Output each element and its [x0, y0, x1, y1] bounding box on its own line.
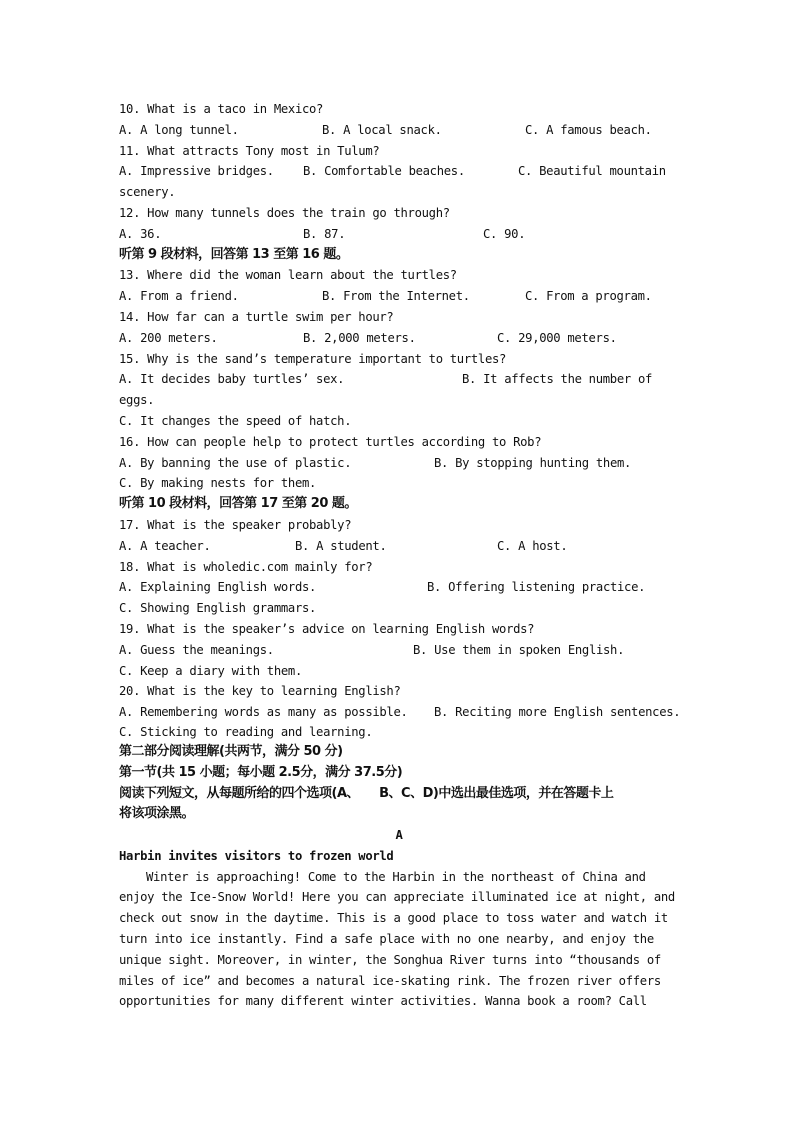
- section-heading-10: 听第 10 段材料，回答第 17 至第 20 题。: [119, 496, 357, 512]
- options-16-c: [119, 473, 679, 494]
- question-text: 15. Why is the sand’s temperature important to turtles?: [119, 351, 507, 366]
- options-19-c: [119, 661, 679, 682]
- option-c: C. A host.: [497, 538, 568, 553]
- passage-line: turn into ice instantly. Find a safe place with no one nearby, and enjoy the: [119, 932, 654, 947]
- option-c: C. Beautiful mountain: [518, 164, 666, 179]
- option-b: B. A local snack.: [322, 122, 442, 137]
- options-19: [119, 640, 679, 661]
- options-15-c: [119, 411, 679, 432]
- option-c: C. From a program.: [525, 289, 652, 304]
- question-10: [119, 99, 679, 120]
- question-text: 10. What is a taco in Mexico?: [119, 102, 324, 116]
- option-a: A. Impressive bridges.: [119, 164, 274, 179]
- question-14: [119, 307, 679, 328]
- option-b: B. Comfortable beaches.: [303, 164, 465, 179]
- question-17: [119, 515, 679, 536]
- section-heading-9: 听第 9 段材料，回答第 13 至第 16 题。: [119, 246, 349, 262]
- option-c: C. A famous beach.: [525, 122, 652, 137]
- options-12: [119, 224, 679, 245]
- part2-section1: 第一节(共 15 小题；每小题 2.5分，满分 37.5分): [119, 764, 403, 780]
- passage-line: enjoy the Ice-Snow World! Here you can appreciate illuminated ice at night, and: [119, 890, 675, 905]
- option-c: C. 29,000 meters.: [497, 330, 617, 345]
- question-12: [119, 203, 679, 224]
- option-b: B. Use them in spoken English.: [413, 642, 625, 657]
- options-14: [119, 328, 679, 349]
- question-text: 17. What is the speaker probably?: [119, 517, 352, 532]
- option-b: B. By stopping hunting them.: [434, 455, 632, 470]
- option-b: B. It affects the number of: [462, 372, 653, 387]
- question-13: [119, 265, 679, 286]
- passage-body: [119, 867, 679, 1013]
- option-continuation: [119, 182, 679, 203]
- option-a: A. From a friend.: [119, 289, 239, 304]
- option-a: A. Explaining English words.: [119, 580, 317, 595]
- options-13: [119, 286, 679, 307]
- question-text: 14. How far can a turtle swim per hour?: [119, 309, 394, 324]
- options-10: [119, 120, 679, 141]
- question-19: [119, 619, 679, 640]
- question-15: [119, 349, 679, 370]
- question-text: 11. What attracts Tony most in Tulum?: [119, 143, 380, 158]
- passage-line: Winter is approaching! Come to the Harbin in the northeast of China and: [146, 869, 646, 884]
- question-text: 13. Where did the woman learn about the turtles?: [119, 268, 457, 283]
- options-20-c: [119, 723, 679, 742]
- options-15: [119, 369, 679, 390]
- option-a: A. A teacher.: [119, 538, 211, 553]
- option-a: A. 36.: [119, 226, 162, 241]
- option-a: A. A long tunnel.: [119, 122, 239, 137]
- passage-line: miles of ice” and becomes a natural ice-skating rink. The frozen river offers: [119, 973, 661, 988]
- options-16: [119, 453, 679, 474]
- options-11: [119, 161, 679, 182]
- option-c: C. It changes the speed of hatch.: [119, 413, 352, 428]
- part2-instruction-2: 将该项涂黑。: [119, 806, 195, 822]
- options-18: [119, 577, 679, 598]
- question-18: [119, 557, 679, 578]
- question-text: 19. What is the speaker’s advice on learning English words?: [119, 621, 535, 636]
- option-b: B. 2,000 meters.: [303, 330, 416, 345]
- options-18-c: [119, 598, 679, 619]
- option-c: C. By making nests for them.: [119, 476, 317, 491]
- passage-line: unique sight. Moreover, in winter, the Songhua River turns into “thousands of: [119, 952, 661, 967]
- option-c: C. Sticking to reading and learning.: [119, 724, 373, 739]
- option-a: A. 200 meters.: [119, 330, 218, 345]
- option-b: B. A student.: [295, 538, 387, 553]
- exam-page: [119, 99, 679, 1012]
- options-17: [119, 536, 679, 557]
- part2-title: 第二部分阅读理解(共两节，满分 50 分): [119, 743, 343, 759]
- option-b: B. 87.: [303, 226, 346, 241]
- question-text: 12. How many tunnels does the train go through?: [119, 205, 450, 220]
- question-text: 20. What is the key to learning English?: [119, 684, 401, 699]
- options-20: [119, 702, 679, 723]
- question-20: [119, 681, 679, 702]
- option-a: A. Remembering words as many as possible.: [119, 705, 408, 720]
- option-b: B. Offering listening practice.: [427, 580, 646, 595]
- option-c: C. Showing English grammars.: [119, 601, 317, 616]
- passage-title: Harbin invites visitors to frozen world: [119, 848, 394, 863]
- question-text: 18. What is wholedic.com mainly for?: [119, 559, 373, 574]
- option-a: A. By banning the use of plastic.: [119, 455, 352, 470]
- question-text: 16. How can people help to protect turtles according to Rob?: [119, 434, 542, 449]
- option-b: B. Reciting more English sentences.: [434, 705, 681, 720]
- option-a: A. It decides baby turtles’ sex.: [119, 372, 345, 387]
- option-b: B. From the Internet.: [322, 289, 470, 304]
- passage-line: opportunities for many different winter activities. Wanna book a room? Call: [119, 994, 647, 1009]
- part2-instruction-1: 阅读下列短文，从每题所给的四个选项(A、 B、C、D)中选出最佳选项，并在答题卡上: [119, 785, 614, 801]
- option-c-continued: scenery.: [119, 185, 176, 200]
- question-11: [119, 141, 679, 162]
- option-b-continued: eggs.: [119, 393, 155, 408]
- question-16: [119, 432, 679, 453]
- passage-line: check out snow in the daytime. This is a good place to toss water and watch it: [119, 911, 668, 926]
- passage-label: A: [395, 828, 403, 843]
- option-a: A. Guess the meanings.: [119, 642, 274, 657]
- option-c: C. 90.: [483, 226, 526, 241]
- option-continuation: [119, 390, 679, 411]
- option-c: C. Keep a diary with them.: [119, 663, 302, 678]
